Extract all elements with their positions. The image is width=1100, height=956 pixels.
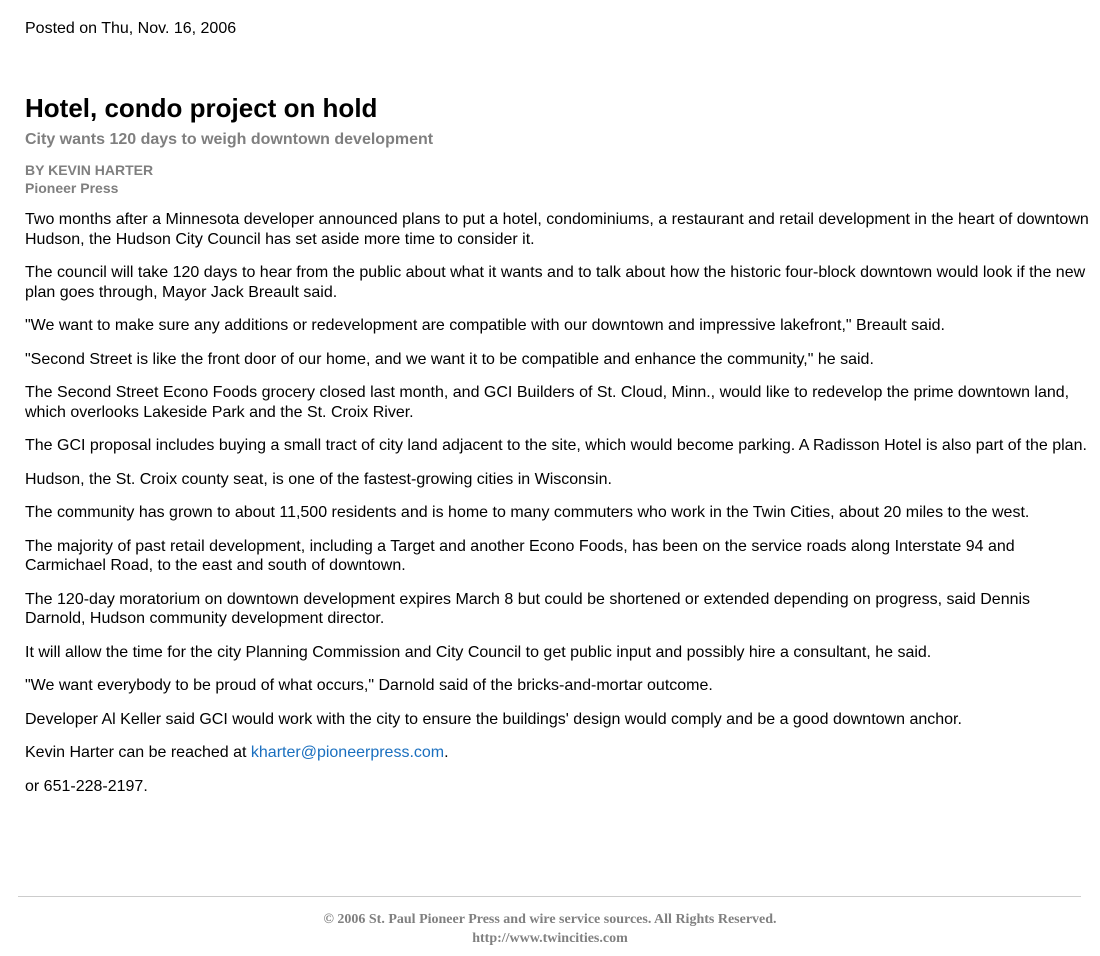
contact-line: [25, 743, 1090, 763]
byline-author: BY KEVIN HARTER: [25, 162, 154, 178]
contact-prefix: Kevin Harter can be reached at: [25, 744, 251, 761]
paragraph: The 120-day moratorium on downtown development expires March 8 but could be shortened or extended depending on progress, said Dennis Darnold, Hudson community development director.: [25, 590, 1031, 627]
paragraph: The GCI proposal includes buying a small tract of city land adjacent to the site, which would become parking. A Radisson Hotel is also part of the plan.: [25, 437, 1087, 454]
posted-date: Posted on Thu, Nov. 16, 2006: [25, 20, 237, 37]
author-email-link[interactable]: kharter@pioneerpress.com: [250, 744, 445, 761]
paragraph: "We want to make sure any additions or redevelopment are compatible with our downtown and impressive lakefront," Breault said.: [25, 317, 945, 334]
contact-suffix: .: [444, 744, 449, 761]
paragraph: "We want everybody to be proud of what occurs," Darnold said of the bricks-and-mortar outcome.: [25, 677, 713, 694]
byline: [25, 161, 153, 197]
paragraph: The majority of past retail development, including a Target and another Econo Foods, has been on the service roads along Interstate 94 and Carmichael Road, to the east and south of downtown.: [25, 537, 1015, 574]
contact-phone: or 651-228-2197.: [25, 777, 148, 795]
footer: [0, 910, 1100, 948]
paragraph: The council will take 120 days to hear from the public about what it wants and to talk about how the historic four-block downtown would look if the new plan goes through, Mayor Jack Breault said.: [25, 264, 1086, 301]
footer-copyright: © 2006 St. Paul Pioneer Press and wire service sources. All Rights Reserved.: [323, 912, 777, 927]
paragraph: Developer Al Keller said GCI would work with the city to ensure the buildings' design would comply and be a good downtown anchor.: [25, 710, 962, 728]
headline: Hotel, condo project on hold: [25, 93, 378, 123]
paragraph: The Second Street Econo Foods grocery closed last month, and GCI Builders of St. Cloud, Minn., would like to redevelop the prime downtown land, which overlooks Lakeside Park and the St. Croix River.: [25, 384, 1070, 421]
paragraph: Two months after a Minnesota developer announced plans to put a hotel, condominiums, a restaurant and retail development in the heart of downtown Hudson, the Hudson City Council has set aside more time to consider it.: [25, 211, 1089, 248]
byline-outlet: Pioneer Press: [25, 180, 119, 196]
subheadline: City wants 120 days to weigh downtown development: [25, 131, 434, 148]
paragraph: Hudson, the St. Croix county seat, is one of the fastest-growing cities in Wisconsin.: [25, 470, 612, 488]
paragraph: "Second Street is like the front door of our home, and we want it to be compatible and enhance the community," he said.: [25, 350, 874, 368]
article-body: [25, 210, 1090, 810]
paragraph: It will allow the time for the city Planning Commission and City Council to get public input and possibly hire a consultant, he said.: [25, 643, 932, 661]
footer-divider: [18, 896, 1081, 897]
paragraph: The community has grown to about 11,500 residents and is home to many commuters who work in the Twin Cities, about 20 miles to the west.: [25, 504, 1030, 521]
footer-url: http://www.twincities.com: [472, 931, 628, 946]
